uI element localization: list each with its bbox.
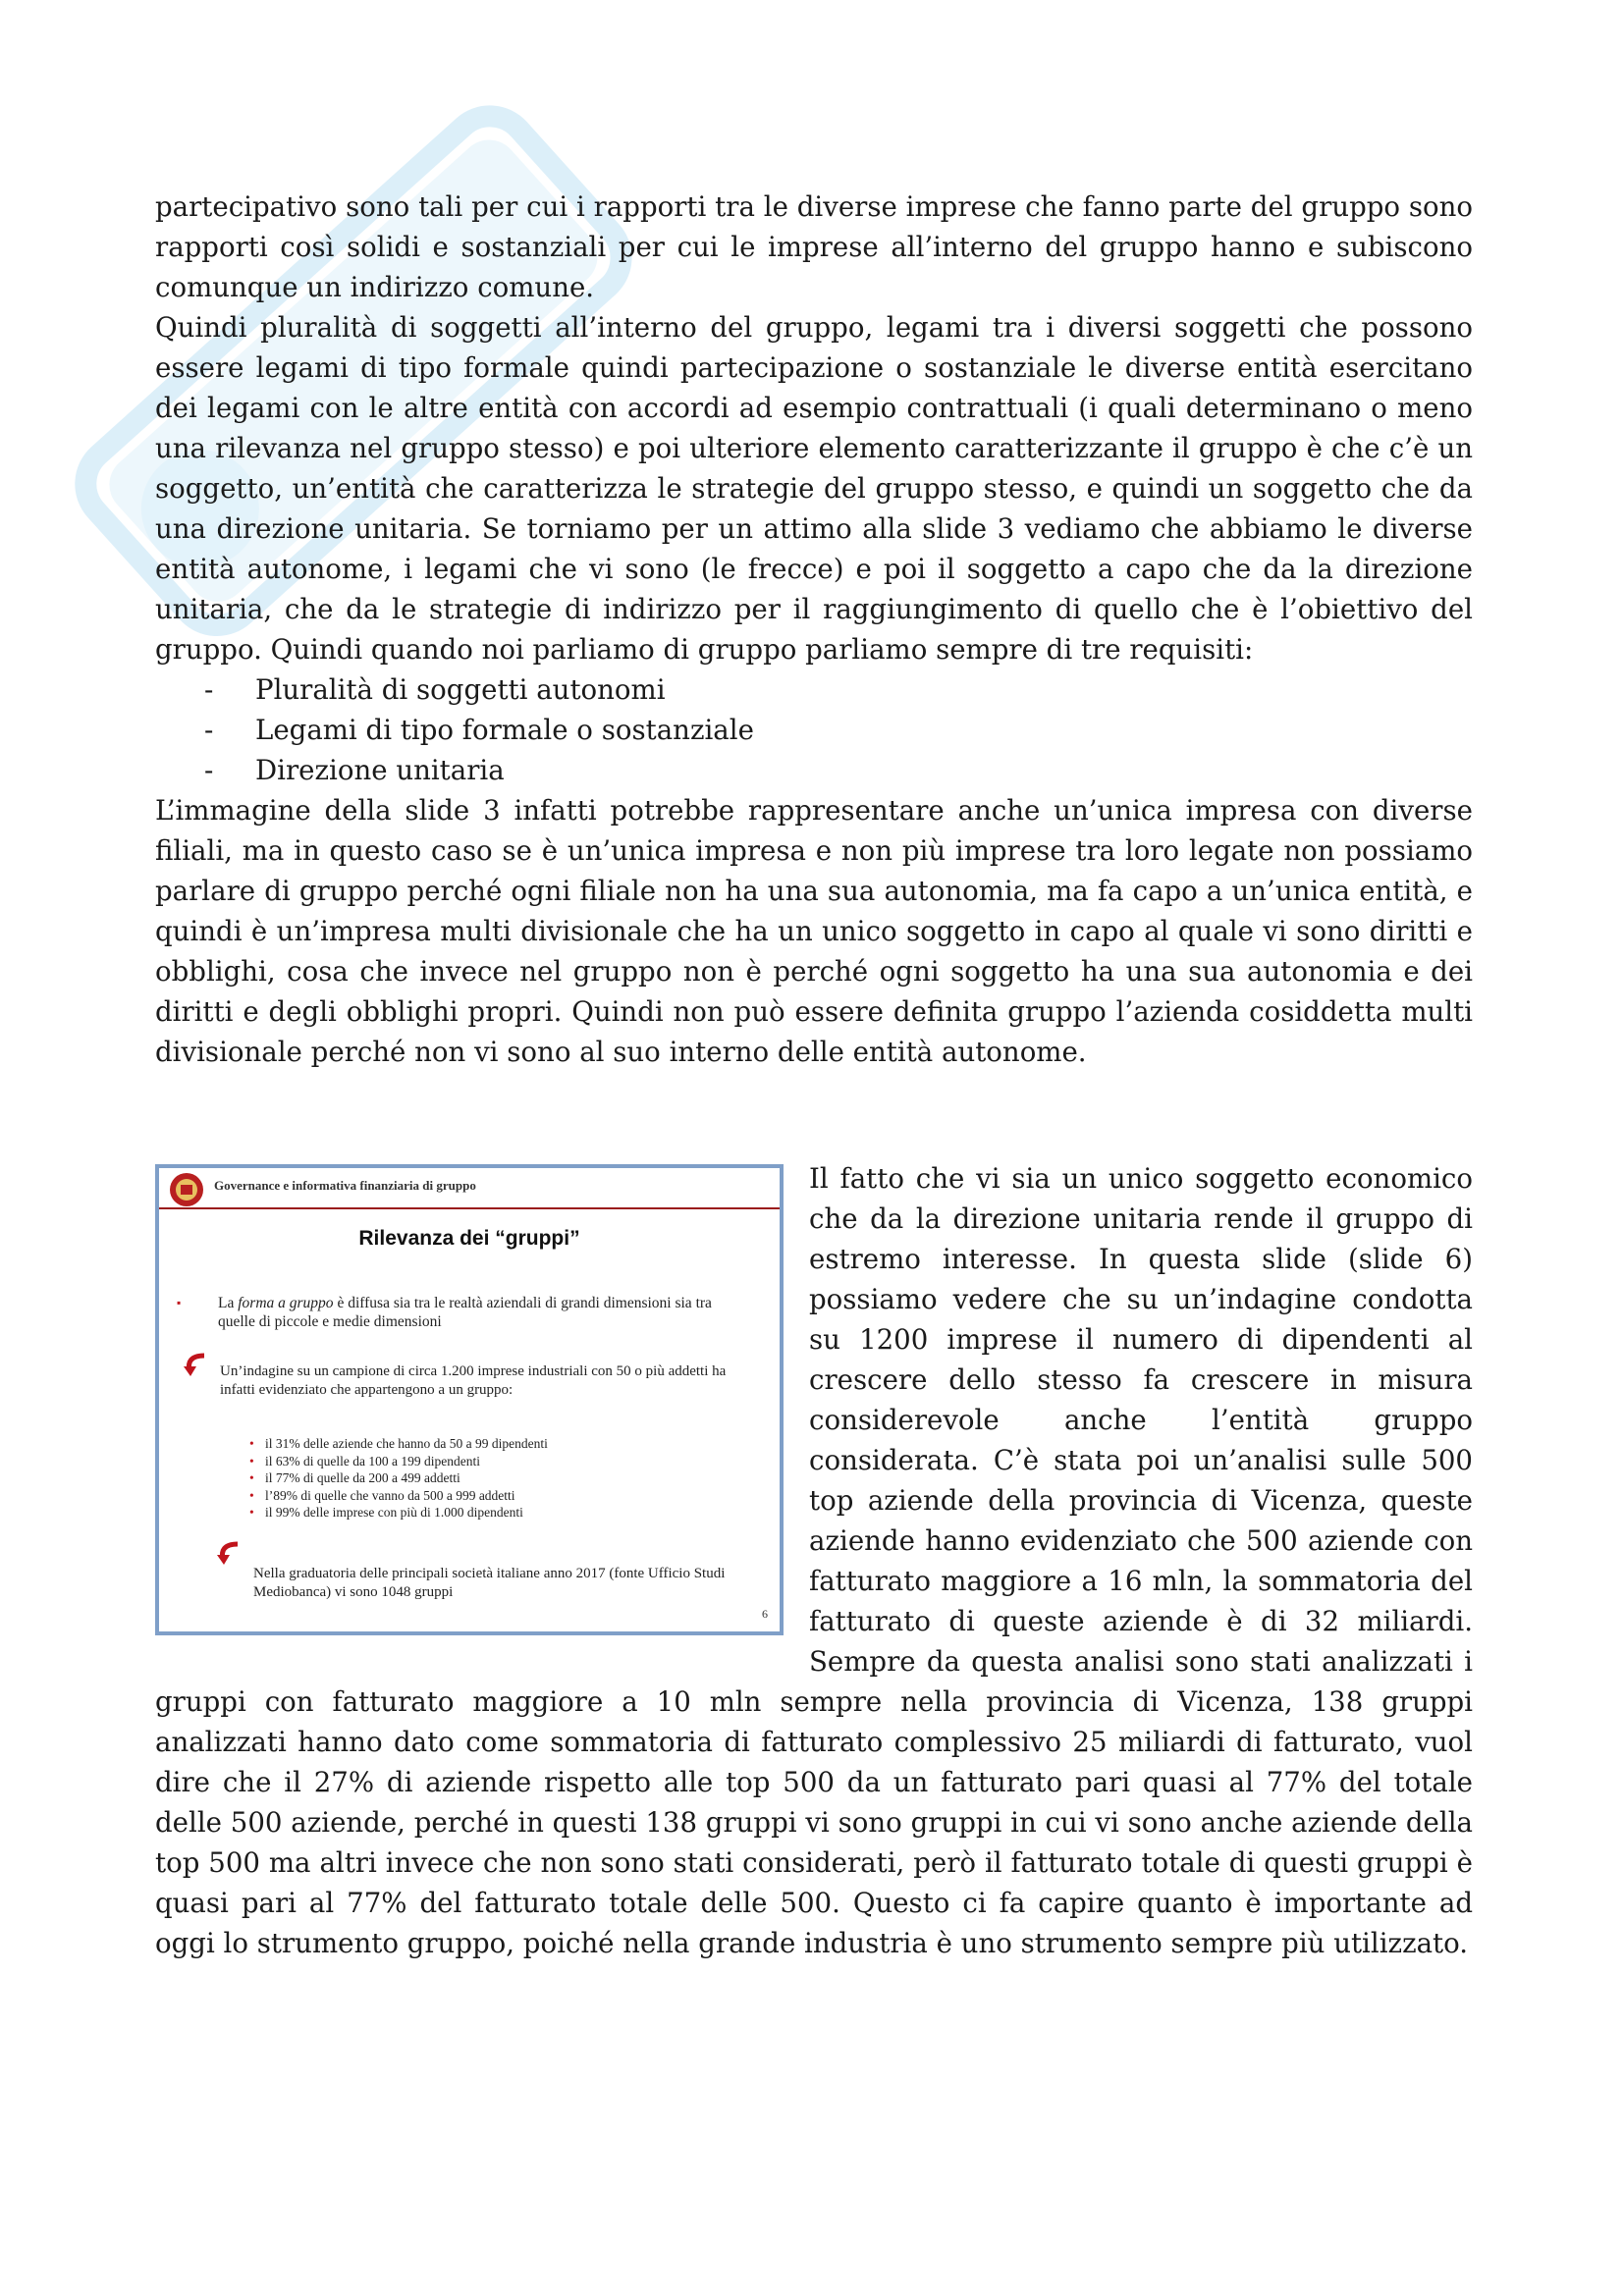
slide-item: • il 31% delle aziende che hanno da 50 a 99 dipendenti [249, 1436, 548, 1451]
list-item-text: Legami di tipo formale o sostanziale [255, 714, 754, 746]
curved-arrow-icon [183, 1351, 210, 1378]
bullet-dot-icon: • [249, 1487, 254, 1503]
list-dash: - [204, 673, 214, 706]
bullet-dot-icon: • [249, 1505, 254, 1521]
paragraph: Quindi pluralità di soggetti all’interno del gruppo, legami tra i diversi soggetti che possono essere legami di tipo formale quindi partecipazione o sostanziale le diverse entità esercitano dei legami con le altre entità con accordi ad esempio contrattuali (i quali determinano o meno una rilevanza nel gruppo stesso) e poi ulteriore elemento caratterizzante il gruppo è che c’è un soggetto, un’entità che caratterizza le strategie del gruppo stesso, e quindi un soggetto che da una direzione unitaria. Se torniamo per un attimo alla slide 3 vediamo che abbiamo le diverse entità autonome, i legami che vi sono (le frecce) e poi il soggetto a capo che da la direzione unitaria, che da le strategie di indirizzo per il raggiungimento di quello che è l’obiettivo del gruppo. Quindi quando noi parliamo di gruppo parliamo sempre di tre requisiti: [155, 311, 1473, 666]
document-page [155, 187, 1473, 1963]
slide-header [159, 1168, 780, 1209]
slide-bullet [177, 1294, 746, 1331]
list-item [155, 669, 1473, 710]
slide-text-block [155, 1158, 1473, 1963]
list-item [155, 750, 1473, 790]
slide-footnote: Nella graduatoria delle principali società italiane anno 2017 (fonte Ufficio Studi Mediobanca) vi sono 1048 gruppi [253, 1566, 726, 1600]
slide-header-text: Governance e informativa finanziaria di gruppo [214, 1178, 476, 1193]
bullet-dot-icon: • [249, 1470, 254, 1486]
slide-bullet-text: La forma a gruppo è diffusa sia tra le realtà aziendali di grandi dimensioni sia tra quelle di piccole e medie dimensioni [218, 1295, 712, 1330]
list-item [155, 710, 1473, 750]
requirements-list [155, 669, 1473, 790]
square-bullet-icon: ▪ [177, 1296, 182, 1309]
list-item-text: Direzione unitaria [255, 754, 505, 786]
paragraph: L’immagine della slide 3 infatti potrebbe rappresentare anche un’unica impresa con diverse filiali, ma in questo caso se è un’unica impresa e non più imprese tra loro legate non possiamo parlare di gruppo perché ogni filiale non ha una sua autonomia, ma fa capo a un’unica entità, e quindi è un’impresa multi divisionale che ha un unico soggetto in capo al quale vi sono diritti e obblighi, cosa che invece nel gruppo non è perché ogni soggetto ha una sua autonomia e dei diritti e degli obblighi propri. Quindi non può essere definita gruppo l’azienda cosiddetta multi divisionale perché non vi sono al suo interno delle entità autonome. [155, 794, 1473, 1068]
slide-items-list [249, 1435, 548, 1522]
slide-image [155, 1164, 784, 1635]
slide-title: Rilevanza dei “gruppi” [358, 1227, 580, 1250]
slide-item: • il 63% di quelle da 100 a 199 dipendenti [249, 1453, 480, 1468]
slide-item: • il 77% di quelle da 200 a 499 addetti [249, 1470, 460, 1486]
curved-arrow-icon [216, 1539, 243, 1567]
slide-page-number: 6 [762, 1607, 768, 1621]
slide-item: • il 99% delle imprese con più di 1.000 dipendenti [249, 1505, 523, 1521]
university-seal-icon [167, 1170, 206, 1209]
bullet-dot-icon: • [249, 1436, 254, 1451]
paragraph: partecipativo sono tali per cui i rapporti tra le diverse imprese che fanno parte del gruppo sono rapporti così solidi e sostanziali per cui le imprese all’interno del gruppo hanno e subiscono comunque un indirizzo comune. [155, 190, 1473, 303]
slide-item: • l’89% di quelle che vanno da 500 a 999 addetti [249, 1487, 515, 1503]
bullet-dot-icon: • [249, 1453, 254, 1468]
slide-survey-text: Un’indagine su un campione di circa 1.200 imprese industriali con 50 o più addetti ha infatti evidenziato che appartengono a un gruppo: [220, 1363, 727, 1398]
paragraph: Il fatto che vi sia un unico soggetto economico che da la direzione unitaria rende il gruppo di estremo interesse. In questa slide (slide 6) possiamo vedere che su un’indagine condotta su 1200 imprese il numero di dipendenti al crescere dello stesso fa crescere in misura considerevole anche l’entità gruppo considerata. C’è stata poi un’analisi sulle 500 top aziende della provincia di Vicenza, queste aziende hanno evidenziato che 500 aziende con fatturato maggiore a 16 mln, la sommatoria del fatturato di queste aziende è di 32 miliardi. Sempre da questa analisi sono stati analizzati i gruppi con fatturato maggiore a 10 mln sempre nella provincia di Vicenza, 138 gruppi analizzati hanno dato come sommatoria di fatturato complessivo 25 miliardi di fatturato, vuol dire che il 27% di aziende rispetto alle top 500 da un fatturato pari quasi al 77% del totale delle 500 aziende, perché in questi 138 gruppi vi sono gruppi in cui vi sono anche aziende della top 500 ma altri invece che non sono stati considerati, però il fatturato totale di questi gruppi è quasi pari al 77% del fatturato totale delle 500. Questo ci fa capire quanto è importante ad oggi lo strumento gruppo, poiché nella grande industria è uno strumento sempre più utilizzato. [155, 1162, 1473, 1959]
list-item-text: Pluralità di soggetti autonomi [255, 673, 666, 706]
list-dash: - [204, 754, 214, 786]
list-dash: - [204, 714, 214, 746]
